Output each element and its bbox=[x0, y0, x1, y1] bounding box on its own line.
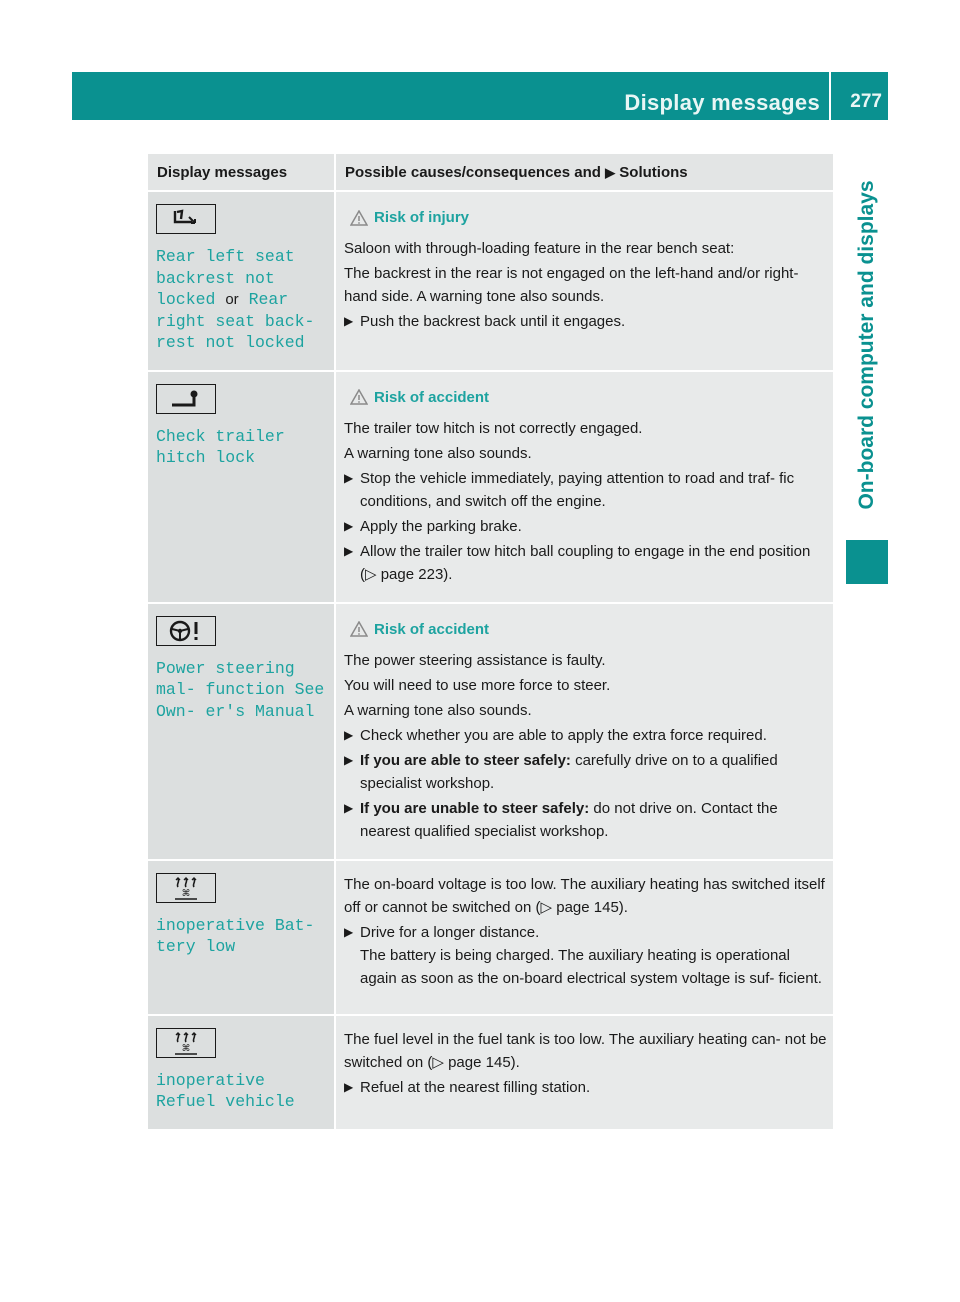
page-ref-link[interactable]: page 145). bbox=[448, 1053, 520, 1071]
trailer-hitch-icon bbox=[156, 384, 216, 414]
table-row bbox=[148, 603, 833, 860]
auxiliary-heating-icon bbox=[156, 873, 216, 903]
auxiliary-heating-icon bbox=[156, 1028, 216, 1058]
header-divider bbox=[829, 72, 831, 120]
display-message-part-b: Rear right seat back‑ rest not locked bbox=[156, 290, 315, 352]
warning-triangle-icon bbox=[350, 389, 368, 405]
solution-cell bbox=[335, 1015, 833, 1130]
step-item bbox=[344, 540, 827, 586]
step-arrow-icon: ▶ bbox=[344, 314, 354, 328]
seat-backrest-icon bbox=[156, 204, 216, 234]
paragraph: The trailer tow hitch is not correctly engaged. bbox=[344, 419, 643, 437]
step-text-part: do not drive on. Contact the nearest qualified specialist workshop. bbox=[360, 799, 778, 840]
side-chapter-tab bbox=[846, 130, 888, 560]
display-message-text: inoperative Bat‑ tery low bbox=[156, 915, 315, 956]
step-arrow-icon: ▶ bbox=[344, 924, 354, 939]
header-title: Display messages bbox=[624, 90, 820, 115]
steering-wheel-warning-icon bbox=[156, 616, 216, 646]
paragraph: Saloon with through-loading feature in the rear bench seat: bbox=[344, 240, 735, 257]
paragraph bbox=[344, 873, 827, 919]
paragraph-part: The fuel level in the fuel tank is too low. The auxiliary heating can‑ not be switched on ( bbox=[344, 1030, 827, 1071]
col2-header-text-b: Solutions bbox=[619, 164, 688, 181]
step-text: Check whether you are able to apply the extra force required. bbox=[360, 726, 767, 744]
page-number: 277 bbox=[850, 91, 882, 112]
paragraph: The backrest in the rear is not engaged on the left-hand and/or right-hand side. A warning tone also sounds. bbox=[344, 265, 799, 305]
step-text-part: Drive for a longer distance. bbox=[360, 923, 540, 941]
solution-cell bbox=[335, 860, 833, 1015]
display-cell bbox=[148, 860, 335, 1015]
svg-text:⌘: ⌘ bbox=[181, 1043, 191, 1054]
paragraph-part: The on-board voltage is too low. The auxiliary heating has switched itself off or cannot be switched on ( bbox=[344, 875, 825, 916]
table-header-row bbox=[148, 154, 833, 191]
step-text-part: carefully drive on to a qualified specialist workshop. bbox=[360, 751, 778, 792]
step-arrow-icon: ▶ bbox=[344, 543, 354, 558]
warning-line bbox=[350, 618, 827, 641]
svg-text:⌘: ⌘ bbox=[181, 888, 191, 899]
step-text: Stop the vehicle immediately, paying attention to road and traf‑ fic conditions, and switch off the engine. bbox=[360, 469, 795, 510]
step-item bbox=[344, 797, 827, 843]
warning-title: Risk of injury bbox=[374, 209, 470, 226]
paragraph: You will need to use more force to steer. bbox=[344, 676, 611, 694]
step-item bbox=[344, 724, 827, 747]
warning-title: Risk of accident bbox=[374, 620, 490, 638]
step-text: Refuel at the nearest filling station. bbox=[360, 1078, 591, 1096]
paragraph: A warning tone also sounds. bbox=[344, 444, 532, 462]
step-item bbox=[344, 515, 827, 538]
page-ref-link[interactable]: page 223). bbox=[380, 565, 453, 583]
page-header-bar bbox=[72, 72, 888, 120]
step-arrow-icon: ▶ bbox=[344, 727, 354, 742]
step-text: Apply the parking brake. bbox=[360, 517, 522, 535]
step-bold-lead: If you are able to steer safely: bbox=[360, 751, 571, 769]
step-bold-lead: If you are unable to steer safely: bbox=[360, 799, 590, 817]
col2-header-text-a: Possible causes/consequences and bbox=[345, 164, 601, 181]
step-text: Push the backrest back until it engages. bbox=[360, 313, 626, 330]
warning-triangle-icon bbox=[350, 210, 368, 226]
display-message-text bbox=[156, 246, 328, 354]
warning-triangle-icon bbox=[350, 621, 368, 637]
display-cell bbox=[148, 191, 335, 371]
solution-cell bbox=[335, 191, 833, 371]
warning-line bbox=[350, 206, 827, 229]
display-message-text: Power steering mal‑ function See Own‑ er's Manual bbox=[156, 658, 325, 721]
step-item bbox=[344, 1076, 827, 1099]
display-message-text: inoperative Refuel vehicle bbox=[156, 1070, 295, 1111]
paragraph: A warning tone also sounds. bbox=[344, 701, 532, 719]
table-row bbox=[148, 191, 833, 371]
display-messages-table bbox=[148, 154, 833, 1131]
or-word: or bbox=[225, 291, 239, 308]
page-ref-icon: ▷ bbox=[365, 565, 377, 583]
step-item bbox=[344, 467, 827, 513]
page-ref-icon: ▷ bbox=[432, 1053, 444, 1071]
display-cell bbox=[148, 1015, 335, 1130]
paragraph bbox=[344, 1028, 827, 1074]
step-arrow-icon: ▶ bbox=[344, 470, 354, 485]
page-ref-icon: ▷ bbox=[540, 898, 553, 916]
step-arrow-icon: ▶ bbox=[344, 518, 354, 533]
table-row bbox=[148, 860, 833, 1015]
warning-line bbox=[350, 386, 827, 409]
arrow-right-icon: ▶ bbox=[605, 165, 616, 180]
display-cell bbox=[148, 603, 335, 860]
table-row bbox=[148, 1015, 833, 1130]
step-detail: The battery is being charged. The auxiliary heating is operational again as soon as the on-board electrical system voltage is suf‑ ficient. bbox=[360, 946, 822, 987]
col1-header: Display messages bbox=[148, 154, 335, 191]
step-text-part: Allow the trailer tow hitch ball coupling to engage in the end position ( bbox=[360, 542, 811, 583]
step-text bbox=[360, 749, 827, 795]
display-cell bbox=[148, 371, 335, 603]
solution-cell bbox=[335, 603, 833, 860]
solution-cell bbox=[335, 371, 833, 603]
paragraph: The power steering assistance is faulty. bbox=[344, 651, 606, 669]
step-text bbox=[360, 540, 827, 586]
warning-title: Risk of accident bbox=[374, 388, 490, 406]
step-item bbox=[344, 749, 827, 795]
step-item bbox=[344, 310, 827, 333]
step-text bbox=[360, 797, 827, 843]
step-arrow-icon: ▶ bbox=[344, 1079, 354, 1094]
step-text bbox=[360, 921, 827, 990]
side-chapter-marker bbox=[846, 540, 888, 584]
step-item bbox=[344, 921, 827, 990]
page-ref-link[interactable]: page 145). bbox=[556, 898, 628, 916]
step-arrow-icon: ▶ bbox=[344, 752, 354, 767]
display-message-text: Check trailer hitch lock bbox=[156, 426, 285, 467]
side-chapter-label: On-board computer and displays bbox=[855, 180, 878, 510]
col2-header bbox=[335, 154, 833, 191]
display-message-part-a: Rear left seat backrest not locked bbox=[156, 247, 295, 309]
step-arrow-icon: ▶ bbox=[344, 800, 354, 815]
table-row bbox=[148, 371, 833, 603]
